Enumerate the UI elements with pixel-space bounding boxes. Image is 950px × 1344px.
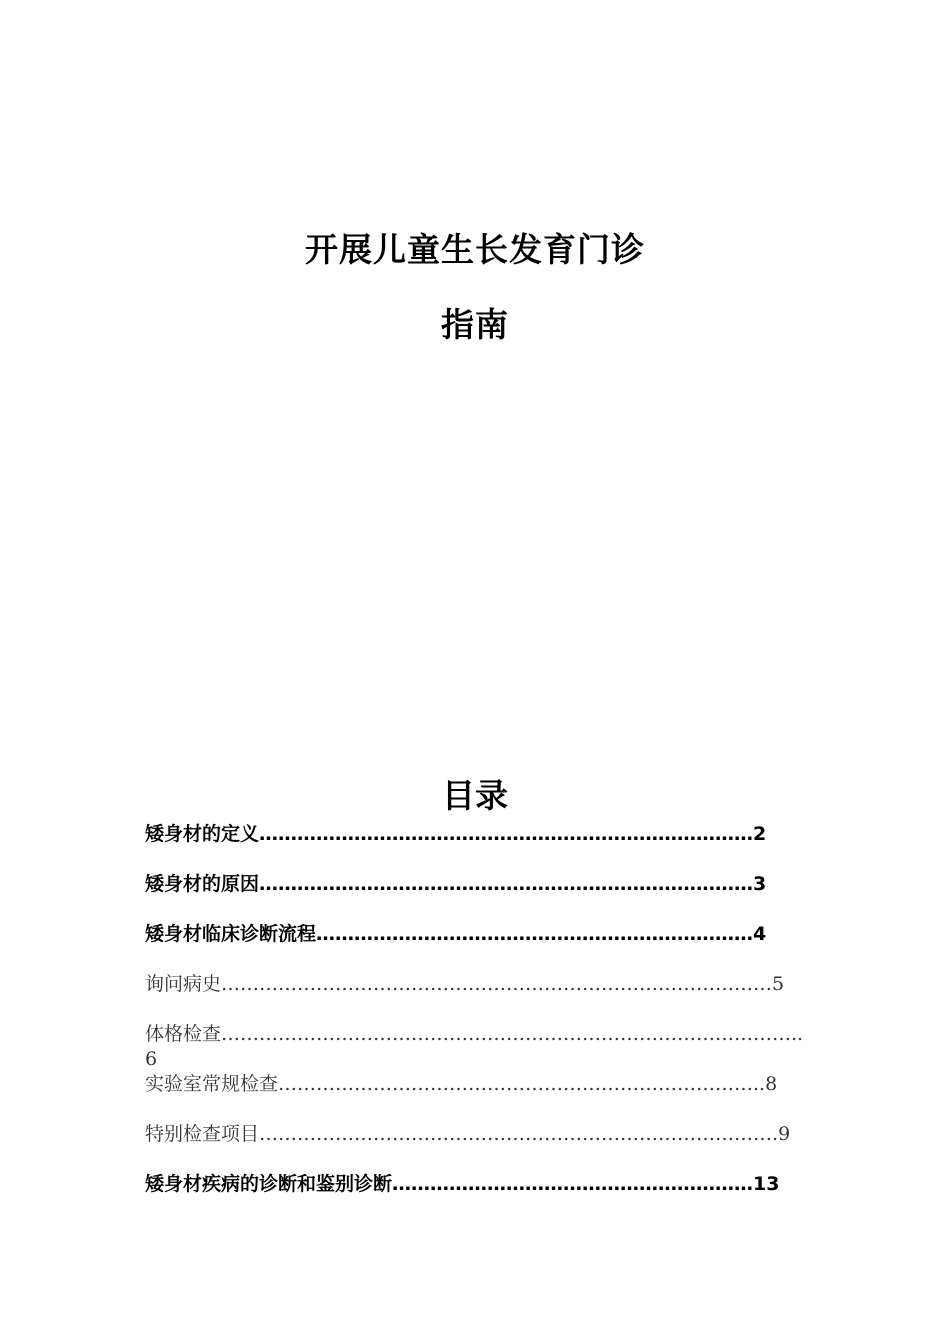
toc-entry[interactable] (145, 1022, 807, 1072)
toc-entry-leader: ……………………………………………………………………………….. (221, 1023, 804, 1045)
toc-entry-page-number: 13 (753, 1173, 780, 1195)
toc-entry-leader: …………………………………………………………………………… (221, 973, 773, 995)
toc-heading: 目录 (442, 776, 508, 815)
toc-entry-label: 体格检查 (145, 1023, 222, 1045)
toc-entry[interactable] (145, 922, 807, 972)
toc-entry-label: 特别检查项目 (145, 1123, 260, 1145)
toc-entry[interactable] (145, 972, 807, 1022)
toc-entry[interactable] (145, 1172, 807, 1222)
toc-entry-label: 询问病史 (145, 973, 222, 995)
toc-entry-page-number: 4 (753, 923, 767, 945)
document-title-line-1: 开展儿童生长发育门诊 (305, 230, 645, 269)
toc-entry[interactable] (145, 1072, 807, 1122)
toc-entry-page-number: 2 (753, 823, 767, 845)
document-title-line-2: 指南 (441, 305, 509, 344)
toc-entry[interactable] (145, 822, 807, 872)
toc-entry-page-number: 9 (778, 1123, 791, 1145)
toc-entry-page-number: 3 (753, 873, 767, 895)
toc-entry-page-number: 8 (765, 1073, 778, 1095)
toc-entry-leader: …………………………………………………………… (316, 923, 754, 945)
toc-entry-leader: …………………………………………………………………… (259, 823, 754, 845)
toc-entry-leader: ………………………………………………………………………. (259, 1123, 779, 1145)
toc-entry[interactable] (145, 872, 807, 922)
toc-entry-page-number: 6 (145, 1048, 158, 1070)
toc-entry-label: 矮身材的定义 (145, 823, 260, 845)
table-of-contents (145, 822, 807, 1222)
toc-entry-page-number: 5 (772, 973, 785, 995)
toc-entry-leader: ………………………………………………… (392, 1173, 754, 1195)
toc-entry-label: 矮身材临床诊断流程 (145, 923, 317, 945)
toc-entry-label: 实验室常规检查 (145, 1073, 279, 1095)
toc-entry-leader: …………………………………………………………………… (259, 873, 754, 895)
toc-entry-leader: ………………………………………………………………….. (278, 1073, 766, 1095)
toc-entry-label: 矮身材的原因 (145, 873, 260, 895)
toc-entry-label: 矮身材疾病的诊断和鉴别诊断 (145, 1173, 393, 1195)
toc-entry[interactable] (145, 1122, 807, 1172)
